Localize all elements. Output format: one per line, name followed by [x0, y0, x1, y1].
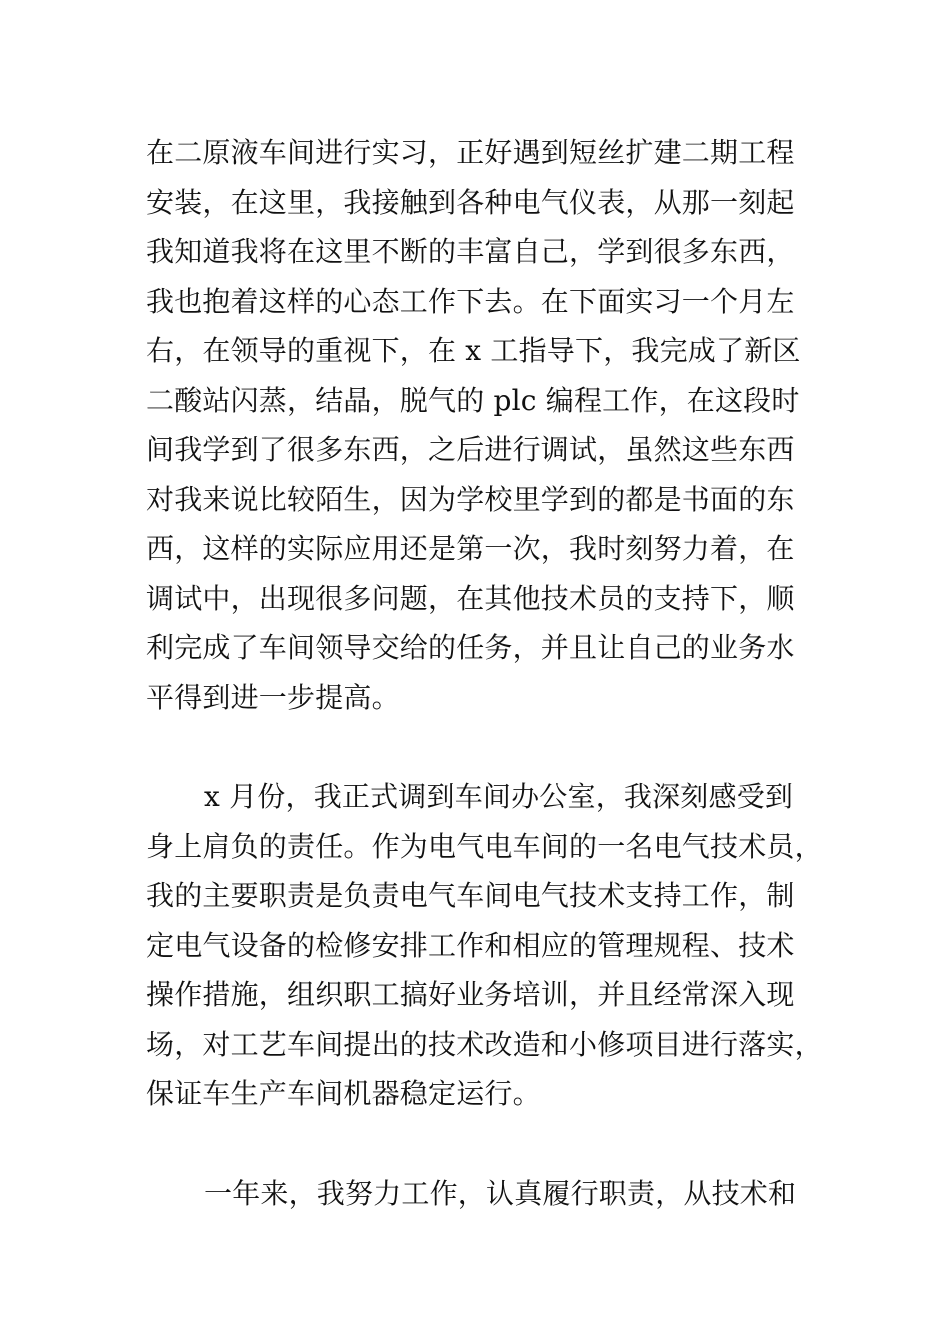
text-line: 定电气设备的检修安排工作和相应的管理规程、技术	[146, 928, 795, 962]
text-line: x 月份，我正式调到车间办公室，我深刻感受到	[204, 780, 794, 813]
text-line: 场，对工艺车间提出的技术改造和小修项目进行落实，	[146, 1027, 823, 1061]
text-line: 操作措施，组织职工搞好业务培训，并且经常深入现	[146, 978, 795, 1011]
text-line: 在二原液车间进行实习，正好遇到短丝扩建二期工程	[146, 136, 795, 169]
text-line: 平得到进一步提高。	[146, 680, 400, 714]
text-line: 身上肩负的责任。作为电气电车间的一名电气技术员，	[146, 829, 823, 863]
text-line: 一年来，我努力工作，认真履行职责，从技术和	[204, 1176, 797, 1210]
text-line: 对我来说比较陌生，因为学校里学到的都是书面的东	[146, 482, 795, 516]
paragraph-spacer	[146, 1119, 816, 1169]
text-line: 右，在领导的重视下，在 x 工指导下，我完成了新区	[146, 334, 801, 367]
text-line: 二酸站闪蒸，结晶，脱气的 plc 编程工作，在这段时	[146, 383, 800, 417]
text-line: 安装，在这里，我接触到各种电气仪表，从那一刻起	[146, 185, 795, 219]
paragraph-office-duties	[146, 772, 823, 1119]
paragraph-year-summary	[146, 1169, 816, 1219]
document-body	[146, 128, 823, 1218]
text-line: 间我学到了很多东西，之后进行调试，虽然这些东西	[146, 433, 795, 466]
text-line: 西，这样的实际应用还是第一次，我时刻努力着，在	[146, 532, 795, 565]
text-line: 我的主要职责是负责电气车间电气技术支持工作，制	[146, 879, 795, 912]
text-line: 我知道我将在这里不断的丰富自己，学到很多东西，	[146, 235, 795, 268]
text-line: 利完成了车间领导交给的任务，并且让自己的业务水	[146, 631, 795, 664]
paragraph-internship	[146, 128, 816, 722]
text-line: 调试中，出现很多问题，在其他技术员的支持下，顺	[146, 581, 795, 615]
paragraph-spacer	[146, 722, 816, 772]
text-line: 保证车生产车间机器稳定运行。	[146, 1077, 541, 1110]
text-line: 我也抱着这样的心态工作下去。在下面实习一个月左	[146, 284, 795, 318]
